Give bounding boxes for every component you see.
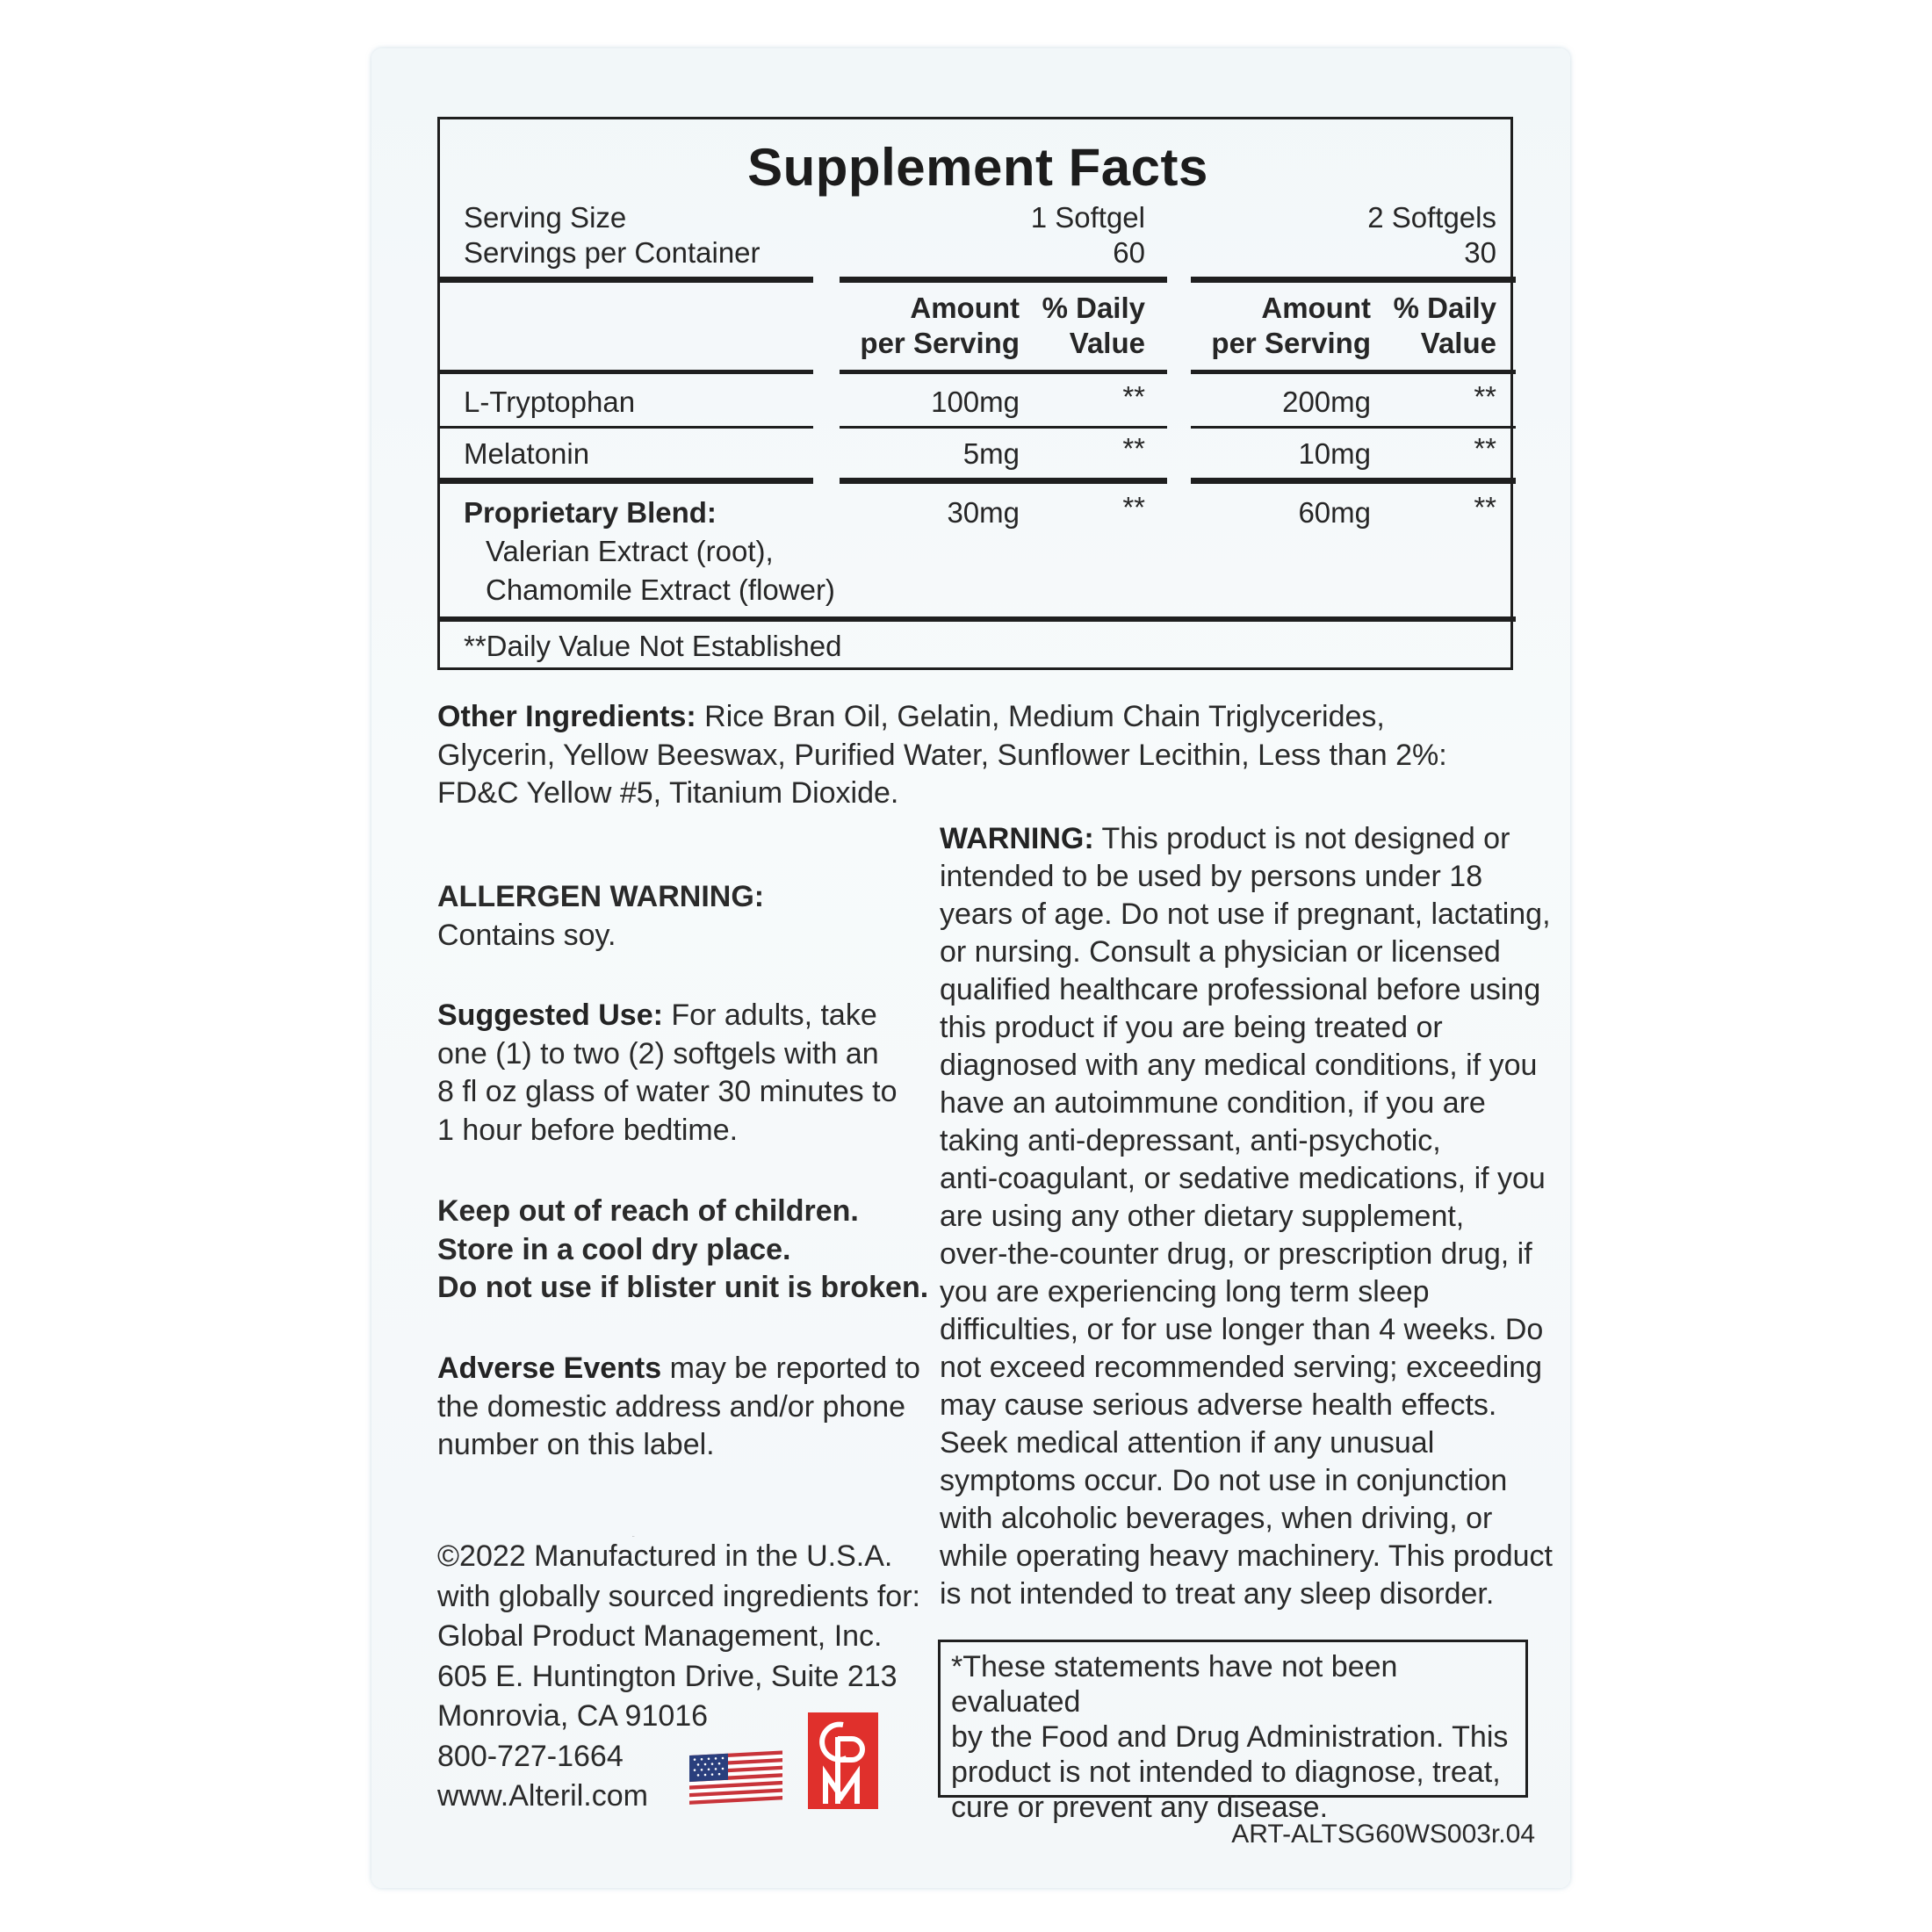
warning-line: Seek medical attention if any unusual [940, 1426, 1435, 1460]
supplement-facts-panel [437, 117, 1513, 670]
adverse-events-line: the domestic address and/or phone [437, 1389, 906, 1424]
storage-line: Keep out of reach of children. [437, 1194, 859, 1228]
footnote-rule [440, 616, 1516, 622]
servings-2: 30 [1464, 236, 1496, 269]
fda-line: cure or prevent any disease. [951, 1791, 1329, 1824]
row-rule [440, 478, 813, 484]
suggested-use-line: 8 fl oz glass of water 30 minutes to [437, 1075, 898, 1108]
warning-line: anti-coagulant, or sedative medications, if you [940, 1162, 1546, 1195]
ingredient-dv-2: ** [1474, 380, 1496, 413]
warning-line: may cause serious adverse health effects. [940, 1388, 1497, 1422]
adverse-events-text: may be reported to [661, 1352, 920, 1385]
ingredient-name: Melatonin [464, 437, 590, 470]
manufacturer-line: 605 E. Huntington Drive, Suite 213 [437, 1659, 898, 1693]
other-ingredients-line: Glycerin, Yellow Beeswax, Purified Water, Sunflower Lecithin, Less than 2%: [437, 738, 1447, 772]
warning-line: symptoms occur. Do not use in conjunction [940, 1464, 1508, 1497]
warning-line: not exceed recommended serving; exceeding [940, 1351, 1543, 1384]
header-rule [440, 277, 813, 283]
warning-line: over-the-counter drug, or prescription drug, if [940, 1237, 1532, 1271]
row-rule [1191, 426, 1516, 429]
suggested-use-label: Suggested Use: [437, 998, 663, 1032]
warning-line: have an autoimmune condition, if you are [940, 1086, 1486, 1120]
row-rule [440, 426, 813, 429]
warning-line: difficulties, or for use longer than 4 weeks. Do [940, 1313, 1544, 1346]
suggested-use-line: 1 hour before bedtime. [437, 1113, 739, 1147]
ingredient-amount-2: 10mg [1298, 437, 1371, 470]
ingredient-amount-2: 200mg [1282, 386, 1371, 418]
blend-dv-1: ** [1122, 491, 1145, 523]
fda-line: by the Food and Drug Administration. This [951, 1720, 1509, 1754]
warning-line: This product is not designed or [1093, 822, 1510, 855]
fda-line: *These statements have not been evaluated [951, 1650, 1398, 1719]
storage-line: Do not use if blister unit is broken. [437, 1271, 929, 1304]
dv-header-1b: Value [1069, 327, 1145, 359]
amount-header-1: Amount [910, 292, 1020, 324]
ingredient-dv-1: ** [1122, 432, 1145, 465]
adverse-events-line: number on this label. [437, 1428, 715, 1461]
manufacturer-line: Monrovia, CA 91016 [437, 1699, 709, 1733]
ingredient-dv-1: ** [1122, 380, 1145, 413]
other-ingredients-label: Other Ingredients: [437, 700, 696, 733]
warning-line: years of age. Do not use if pregnant, lactating, [940, 898, 1551, 931]
allergen-text: Contains soy. [437, 918, 616, 952]
other-ingredients-line: FD&C Yellow #5, Titanium Dioxide. [437, 776, 899, 810]
website-url: www.Alteril.com [437, 1779, 648, 1813]
dv-header-2b: Value [1420, 327, 1496, 359]
serving-size-label: Serving Size [464, 201, 627, 234]
suggested-use-line: one (1) to two (2) softgels with an [437, 1036, 879, 1071]
logo-text: GPM [632, 1537, 635, 1538]
other-ingredients [437, 698, 1447, 813]
amount-header-2: Amount [1261, 292, 1371, 324]
ingredient-dv-2: ** [1474, 432, 1496, 465]
blend-component: Chamomile Extract (flower) [486, 573, 835, 606]
suggested-use [437, 997, 897, 1150]
warning-section [940, 820, 1553, 1613]
serving-size-2: 2 Softgels [1367, 201, 1496, 234]
row-rule [840, 478, 1167, 484]
manufacturer-line: with globally sourced ingredients for: [437, 1579, 920, 1613]
amount-header-1b: per Serving [860, 327, 1020, 359]
blend-dv-2: ** [1474, 491, 1496, 523]
ingredient-amount-1: 5mg [962, 437, 1020, 470]
row-rule [840, 370, 1167, 374]
amount-header-2b: per Serving [1211, 327, 1371, 359]
blend-name: Proprietary Blend: [464, 496, 717, 529]
serving-size-1: 1 Softgel [1030, 201, 1145, 234]
warning-line: are using any other dietary supplement, [940, 1200, 1465, 1233]
servings-per-container-label: Servings per Container [464, 236, 761, 269]
fda-disclaimer-box [938, 1640, 1528, 1824]
warning-line: while operating heavy machinery. This product [940, 1539, 1553, 1573]
other-ingredients-text: Rice Bran Oil, Gelatin, Medium Chain Triglycerides, [696, 700, 1385, 733]
storage-line: Store in a cool dry place. [437, 1232, 791, 1266]
warning-line: you are experiencing long term sleep [940, 1275, 1430, 1308]
warning-line: qualified healthcare professional before using [940, 973, 1541, 1006]
row-rule [840, 426, 1167, 429]
ingredient-name: L-Tryptophan [464, 386, 636, 418]
blend-component: Valerian Extract (root), [486, 535, 774, 567]
us-flag-icon [689, 1752, 784, 1806]
allergen-warning [437, 878, 764, 955]
adverse-events-label: Adverse Events [437, 1352, 662, 1385]
warning-line: or nursing. Consult a physician or licensed [940, 935, 1501, 969]
warning-line: intended to be used by persons under 18 [940, 860, 1483, 893]
header-rule [840, 277, 1167, 283]
daily-value-footnote: **Daily Value Not Established [464, 630, 842, 662]
row-rule [1191, 478, 1516, 484]
blend-amount-2: 60mg [1298, 496, 1371, 529]
warning-label: WARNING: [940, 822, 1094, 855]
suggested-use-text: For adults, take [662, 998, 877, 1032]
adverse-events [437, 1350, 920, 1465]
manufacturer-line: ©2022 Manufactured in the U.S.A. [437, 1539, 893, 1573]
allergen-label: ALLERGEN WARNING: [437, 880, 765, 913]
servings-1: 60 [1113, 236, 1145, 269]
warning-line: this product if you are being treated or [940, 1011, 1443, 1044]
row-rule [1191, 370, 1516, 374]
header-rule [1191, 277, 1516, 283]
row-rule [440, 370, 813, 374]
dv-header-1: % Daily [1042, 292, 1145, 324]
art-code: ART-ALTSG60WS003r.04 [1231, 1820, 1535, 1849]
phone-number: 800-727-1664 [437, 1739, 624, 1773]
warning-line: diagnosed with any medical conditions, if you [940, 1049, 1538, 1082]
warning-line: is not intended to treat any sleep disorder. [940, 1577, 1495, 1611]
storage-instructions [437, 1193, 928, 1308]
ingredient-amount-1: 100mg [931, 386, 1020, 418]
warning-line: with alcoholic beverages, when driving, or [940, 1502, 1493, 1535]
manufacturer-line: Global Product Management, Inc. [437, 1619, 883, 1653]
blend-amount-1: 30mg [947, 496, 1020, 529]
warning-line: taking anti-depressant, anti-psychotic, [940, 1124, 1441, 1157]
fda-line: product is not intended to diagnose, treat, [951, 1755, 1501, 1789]
dv-header-2: % Daily [1393, 292, 1496, 324]
supplement-facts-title: Supplement Facts [747, 138, 1208, 197]
